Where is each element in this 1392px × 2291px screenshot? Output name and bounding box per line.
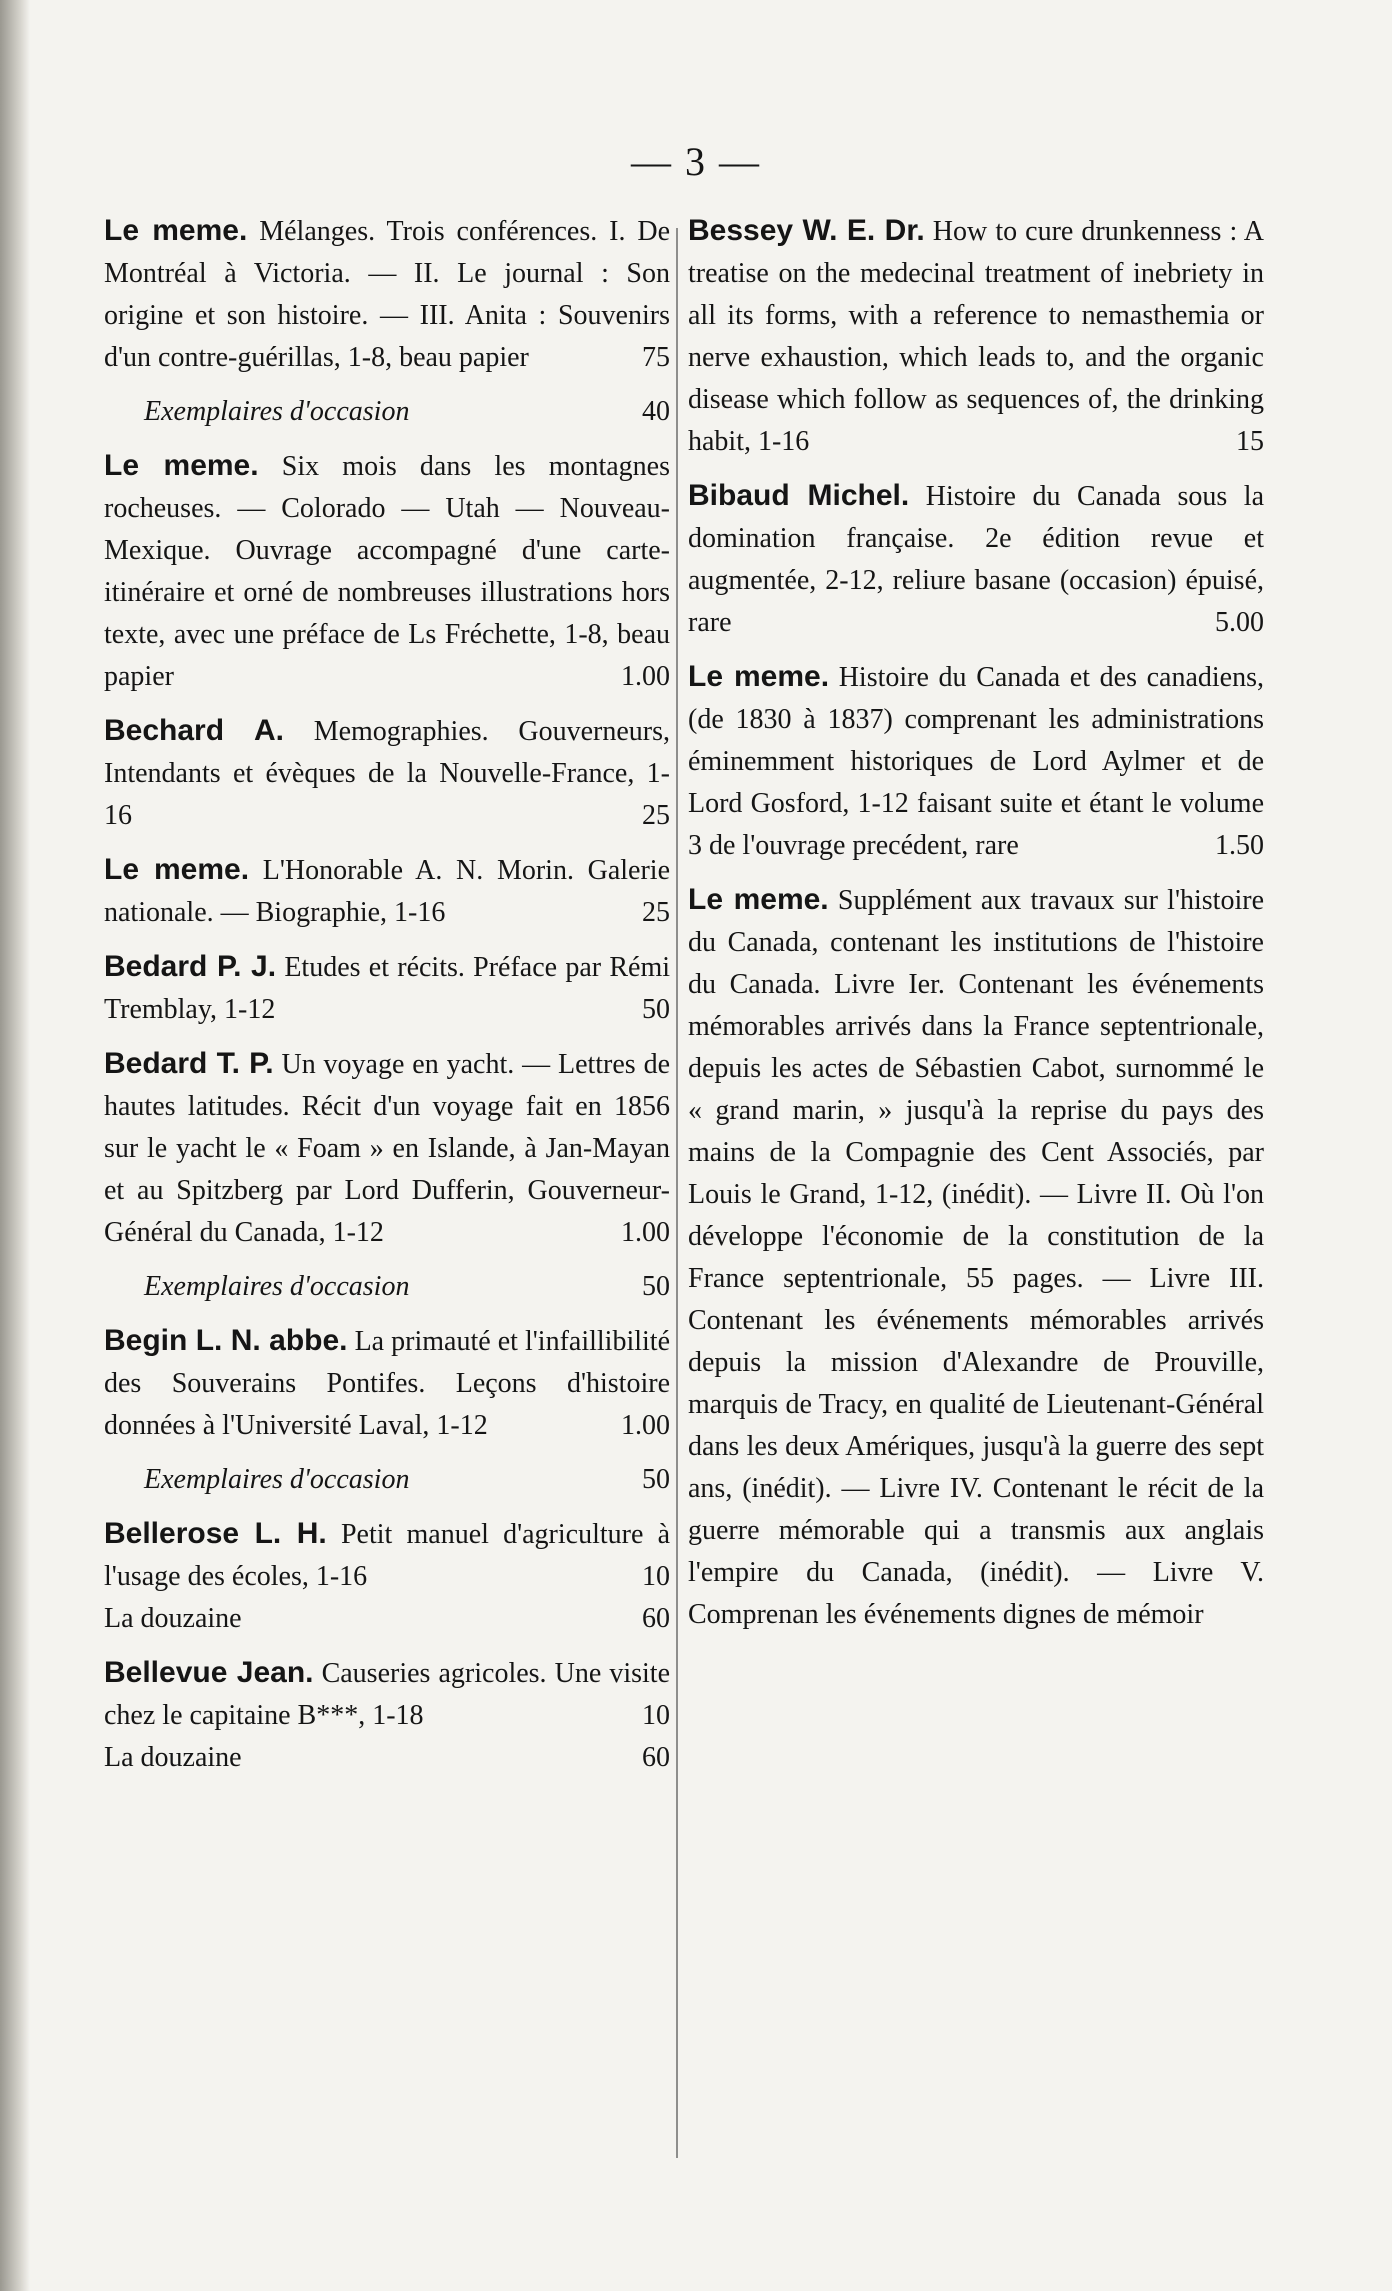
entry-description: L'Honorable A. N. Morin. Galerie nationale. — Biographie, 1-16 <box>104 855 670 928</box>
entry-price: 25 <box>642 800 670 831</box>
entry-author: Bellerose L. H. <box>104 1517 327 1550</box>
catalog-entry <box>104 849 670 934</box>
note-label: Exemplaires d'occasion <box>144 1271 410 1302</box>
catalog-entry <box>104 1652 670 1737</box>
catalog-entry <box>104 946 670 1031</box>
note-label: Exemplaires d'occasion <box>144 1464 410 1495</box>
entry-author: Le meme. <box>104 214 248 247</box>
catalog-entry <box>104 445 670 698</box>
page-edge <box>0 0 30 2291</box>
entry-author: Bellevue Jean. <box>104 1656 314 1689</box>
catalog-entry <box>104 710 670 837</box>
entry-description: Etudes et récits. Préface par Rémi Tremblay, 1-12 <box>104 952 670 1025</box>
catalog-entry <box>104 1320 670 1447</box>
note-label: Exemplaires d'occasion <box>144 396 410 427</box>
catalog-entry <box>688 210 1264 463</box>
entry-description: Histoire du Canada et des canadiens, (de 1830 à 1837) comprenant les administrations éminemment historiques de Lord Aylmer et de Lord Gosford, 1-12 faisant suite et étant le volume 3 de l'ouvrage precédent, rare <box>688 662 1265 861</box>
catalog-entry <box>688 879 1264 1636</box>
entry-price: 1.00 <box>621 1217 670 1248</box>
right-column <box>688 210 1264 1648</box>
entry-author: Bechard A. <box>104 714 284 747</box>
entry-description: Histoire du Canada sous la domination française. 2e édition revue et augmentée, 2-12, reliure basane (occasion) épuisé, rare <box>688 481 1265 638</box>
entry-author: Le meme. <box>104 853 250 886</box>
entry-price: 1.50 <box>1215 830 1264 861</box>
entry-author: Bedard P. J. <box>104 950 277 983</box>
entry-price: 50 <box>642 994 670 1025</box>
entry-price: 10 <box>642 1561 670 1592</box>
note-price: 50 <box>642 1464 670 1495</box>
entry-author: Bessey W. E. Dr. <box>688 214 925 247</box>
entry-price: 75 <box>642 342 670 373</box>
catalog-entry <box>688 475 1264 644</box>
entry-price: 10 <box>642 1700 670 1731</box>
used-copies-note <box>144 391 670 433</box>
used-copies-note <box>144 1266 670 1308</box>
page-number: — 3 — <box>631 139 761 184</box>
entry-price: 15 <box>1236 426 1264 457</box>
entry-author: Le meme. <box>104 449 259 482</box>
entry-description: Petit manuel d'agriculture à l'usage des écoles, 1-16 <box>104 1519 671 1592</box>
catalog-entry <box>104 1043 670 1254</box>
entry-author: Bibaud Michel. <box>688 479 910 512</box>
entry-price: 1.00 <box>621 1410 670 1441</box>
note-price: 40 <box>642 396 670 427</box>
entry-description: La primauté et l'infaillibilité des Souverains Pontifes. Leçons d'histoire données à l'Université Laval, 1-12 <box>104 1326 671 1441</box>
entry-description: Memographies. Gouverneurs, Intendants et évèques de la Nouvelle-France, 1-16 <box>104 716 670 831</box>
entry-description: Causeries agricoles. Une visite chez le capitaine B***, 1-18 <box>104 1658 670 1731</box>
dozen-price: 60 <box>642 1742 670 1773</box>
entry-description: Mélanges. Trois conférences. I. De Montréal à Victoria. — II. Le journal : Son origine et son histoire. — III. Anita : Souvenirs d'un contre-guérillas, 1-8, beau papier <box>104 216 671 373</box>
entry-description: How to cure drunkenness : A treatise on the medecinal treatment of inebriety in all its forms, with a reference to nemasthemia or nerve exhaustion, which leads to, and the organic disease which follow as sequences of, the drinking habit, 1-16 <box>688 216 1265 457</box>
entry-price: 5.00 <box>1215 607 1264 638</box>
entry-price: 25 <box>642 897 670 928</box>
entry-author: Begin L. N. abbe. <box>104 1324 348 1357</box>
entry-description: Supplément aux travaux sur l'histoire du Canada, contenant les institutions de l'histoire du Canada. Livre Ier. Contenant les événements mémorables arrivés dans la France septentrionale, depuis les actes de Sébastien Cabot, surnommé le « grand marin, » jusqu'à la reprise du pays des mains de la Compagnie des Cent Associés, par Louis le Grand, 1-12, (inédit). — Livre II. Où l'on développe l'économie de la constitution de la France septentrionale, 55 pages. — Livre III. Contenant les événements mémorables arrivés depuis la mission d'Alexandre de Prouville, marquis de Tracy, en qualité de Lieutenant-Général dans les deux Amériques, jusqu'à la guerre des sept ans, (inédit). — Livre IV. Contenant le récit de la guerre mémorable qui a transmis aux anglais l'empire du Canada, (inédit). — Livre V. Comprenan les événements dignes de mémoir <box>688 885 1264 1630</box>
entry-description: Un voyage en yacht. — Lettres de hautes latitudes. Récit d'un voyage fait en 1856 sur le yacht le « Foam » en Islande, à Jan-Mayan et au Spitzberg par Lord Dufferin, Gouverneur-Général du Canada, 1-12 <box>104 1049 671 1248</box>
used-copies-note <box>144 1459 670 1501</box>
dozen-price-line <box>104 1737 670 1779</box>
dozen-label: La douzaine <box>104 1603 242 1634</box>
entry-description: Six mois dans les montagnes rocheuses. — Colorado — Utah — Nouveau-Mexique. Ouvrage accompagné d'une carte-itinéraire et orné de nombreuses illustrations hors texte, avec une préface de Ls Fréchette, 1-8, beau papier <box>104 451 671 692</box>
left-column <box>104 210 670 1791</box>
catalog-entry <box>688 656 1264 867</box>
catalog-entry <box>104 210 670 379</box>
dozen-price-line <box>104 1598 670 1640</box>
note-price: 50 <box>642 1271 670 1302</box>
entry-author: Le meme. <box>688 660 830 693</box>
column-divider <box>676 228 678 2158</box>
catalog-entry <box>104 1513 670 1598</box>
entry-author: Le meme. <box>688 883 829 916</box>
dozen-label: La douzaine <box>104 1742 242 1773</box>
entry-price: 1.00 <box>621 661 670 692</box>
entry-author: Bedard T. P. <box>104 1047 274 1080</box>
dozen-price: 60 <box>642 1603 670 1634</box>
